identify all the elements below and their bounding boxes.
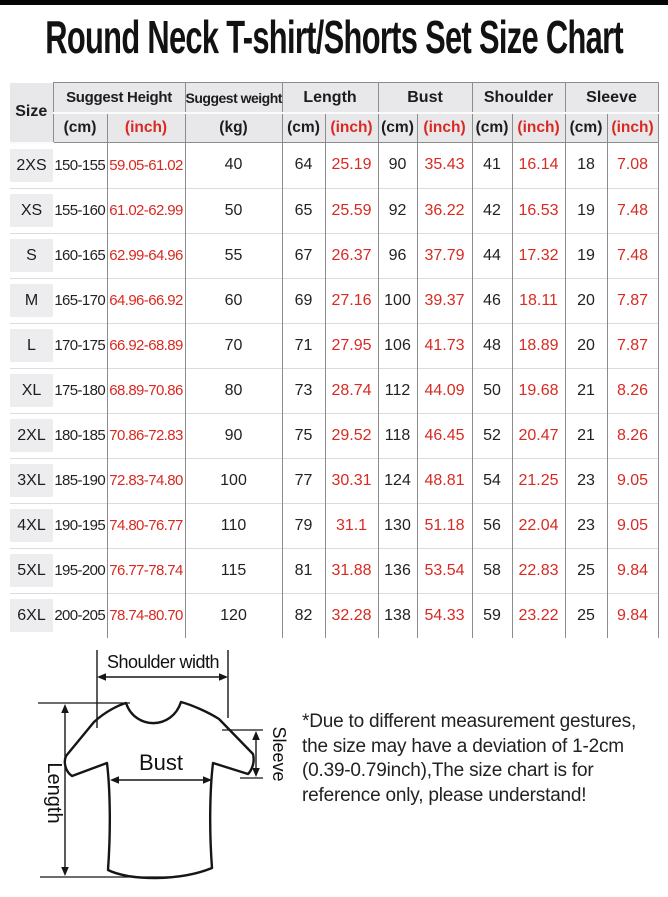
size-label: 4XL	[10, 509, 53, 542]
cell-height-inch: 70.86-72.83	[107, 413, 185, 458]
cell-sleeve-inch: 8.26	[607, 413, 658, 458]
table-header	[10, 83, 658, 143]
cell-height-cm: 185-190	[53, 458, 107, 503]
cell-sleeve-inch: 7.48	[607, 188, 658, 233]
cell-sleeve-cm: 19	[565, 188, 607, 233]
cell-height-cm: 160-165	[53, 233, 107, 278]
cell-shoulder-cm: 56	[472, 503, 512, 548]
cell-length-inch: 29.52	[325, 413, 378, 458]
header-suggest-weight: Suggest weight	[185, 83, 282, 114]
unit-sleeve-cm: (cm)	[565, 113, 607, 143]
cell-height-cm: 150-155	[54, 156, 106, 174]
cell-size	[10, 323, 53, 368]
cell-length-cm: 73	[282, 368, 325, 413]
tshirt-diagram-svg	[8, 648, 298, 892]
cell-size	[10, 413, 53, 458]
size-label: S	[10, 239, 53, 272]
cell-bust-cm: 100	[378, 278, 417, 323]
cell-bust-inch: 39.37	[417, 278, 472, 323]
cell-height-inch: 59.05-61.02	[107, 143, 185, 189]
size-label: 5XL	[10, 554, 53, 587]
cell-length-inch: 30.31	[325, 458, 378, 503]
header-sleeve: Sleeve	[565, 83, 658, 114]
cell-weight-kg: 115	[185, 548, 282, 593]
arrowhead	[97, 673, 106, 681]
cell-height-inch: 64.96-66.92	[107, 278, 185, 323]
cell-length-inch: 26.37	[325, 233, 378, 278]
arrowhead	[219, 673, 228, 681]
cell-size	[10, 368, 53, 413]
header-length: Length	[282, 83, 378, 114]
cell-shoulder-cm: 42	[472, 188, 512, 233]
cell-length-cm: 65	[282, 188, 325, 233]
cell-length-inch: 27.16	[325, 278, 378, 323]
cell-sleeve-cm: 20	[565, 323, 607, 368]
cell-bust-cm: 96	[378, 233, 417, 278]
cell-shoulder-inch: 19.68	[512, 368, 565, 413]
cell-bust-inch: 37.79	[417, 233, 472, 278]
cell-sleeve-cm: 23	[565, 503, 607, 548]
cell-bust-cm: 136	[378, 548, 417, 593]
cell-bust-cm: 106	[378, 323, 417, 368]
table-row	[10, 368, 658, 413]
header-bust: Bust	[378, 83, 472, 114]
cell-length-inch: 25.19	[325, 143, 378, 189]
cell-sleeve-cm: 19	[565, 233, 607, 278]
cell-sleeve-cm: 25	[565, 593, 607, 638]
cell-height-inch: 76.77-78.74	[107, 548, 185, 593]
length-label: Length	[43, 762, 65, 824]
cell-shoulder-cm: 50	[472, 368, 512, 413]
size-label: XL	[10, 374, 53, 407]
cell-height-inch: 74.80-76.77	[107, 503, 185, 548]
cell-height-inch: 78.74-80.70	[107, 593, 185, 638]
cell-shoulder-inch: 23.22	[512, 593, 565, 638]
cell-bust-inch: 48.81	[417, 458, 472, 503]
cell-size	[10, 548, 53, 593]
cell-shoulder-inch: 16.14	[512, 143, 565, 189]
cell-shoulder-inch: 16.53	[512, 188, 565, 233]
size-label: L	[10, 329, 53, 362]
unit-height-cm: (cm)	[53, 113, 107, 143]
cell-length-cm: 64	[282, 143, 325, 189]
cell-bust-inch: 51.18	[417, 503, 472, 548]
cell-weight-kg: 120	[185, 593, 282, 638]
cell-length-inch: 31.88	[325, 548, 378, 593]
header-suggest-height: Suggest Height	[53, 83, 185, 114]
cell-weight-kg: 40	[185, 143, 282, 189]
table-row	[10, 548, 658, 593]
cell-bust-cm: 138	[378, 593, 417, 638]
unit-shoulder-inch: (inch)	[512, 113, 565, 143]
cell-sleeve-cm: 20	[565, 278, 607, 323]
header-group-row	[10, 83, 658, 114]
table-row	[10, 188, 658, 233]
cell-bust-inch: 46.45	[417, 413, 472, 458]
cell-size	[10, 593, 53, 638]
size-label: M	[10, 284, 53, 317]
table-row	[10, 503, 658, 548]
tshirt-outline	[65, 702, 254, 878]
cell-weight-kg: 60	[185, 278, 282, 323]
cell-bust-inch: 41.73	[417, 323, 472, 368]
size-label: 3XL	[10, 464, 53, 497]
arrowhead	[110, 776, 119, 784]
cell-size	[10, 233, 53, 278]
cell-shoulder-cm: 46	[472, 278, 512, 323]
cell-weight-kg: 90	[185, 413, 282, 458]
page-title	[0, 8, 668, 66]
cell-sleeve-inch: 9.05	[607, 458, 658, 503]
unit-length-cm: (cm)	[282, 113, 325, 143]
cell-shoulder-cm: 44	[472, 233, 512, 278]
cell-height-cm: 180-185	[53, 413, 107, 458]
header-unit-row	[10, 113, 658, 143]
cell-shoulder-inch: 18.11	[512, 278, 565, 323]
cell-shoulder-cm: 52	[472, 413, 512, 458]
cell-height-inch: 61.02-62.99	[107, 188, 185, 233]
cell-sleeve-inch: 9.05	[607, 503, 658, 548]
table-row	[10, 413, 658, 458]
cell-shoulder-cm: 41	[472, 143, 512, 189]
size-label: 2XS	[10, 149, 53, 182]
cell-length-cm: 67	[282, 233, 325, 278]
unit-sleeve-inch: (inch)	[607, 113, 658, 143]
cell-height-cm: 165-170	[53, 278, 107, 323]
table-row	[10, 143, 658, 189]
cell-sleeve-cm: 23	[565, 458, 607, 503]
table-row	[10, 278, 658, 323]
cell-shoulder-cm: 48	[472, 323, 512, 368]
cell-height-inch: 72.83-74.80	[107, 458, 185, 503]
table-row	[10, 323, 658, 368]
cell-size	[10, 188, 53, 233]
cell-bust-cm: 112	[378, 368, 417, 413]
measurement-note: *Due to different measurement gestures, the size may have a deviation of 1-2cm (0.39-0.79inch),The size chart is for reference only, please understand!	[302, 711, 637, 806]
cell-shoulder-cm: 58	[472, 548, 512, 593]
cell-sleeve-inch: 9.84	[607, 593, 658, 638]
page-title-text: Round Neck T-shirt/Shorts Set Size Chart	[45, 11, 623, 63]
cell-shoulder-inch: 20.47	[512, 413, 565, 458]
cell-length-cm: 69	[282, 278, 325, 323]
table-row	[10, 458, 658, 503]
arrowhead	[252, 768, 260, 777]
cell-bust-cm: 90	[378, 143, 417, 189]
size-label: 6XL	[10, 599, 53, 632]
cell-shoulder-inch: 18.89	[512, 323, 565, 368]
sleeve-label: Sleeve	[269, 726, 289, 782]
bust-label: Bust	[138, 750, 184, 775]
cell-size	[10, 143, 53, 189]
unit-bust-cm: (cm)	[378, 113, 417, 143]
cell-height-cm: 175-180	[53, 368, 107, 413]
cell-weight-kg: 100	[185, 458, 282, 503]
cell-bust-inch: 36.22	[417, 188, 472, 233]
table-row	[10, 233, 658, 278]
cell-sleeve-cm: 21	[565, 413, 607, 458]
cell-bust-cm: 130	[378, 503, 417, 548]
cell-size	[10, 503, 53, 548]
cell-shoulder-inch: 17.32	[512, 233, 565, 278]
cell-length-cm: 79	[282, 503, 325, 548]
cell-shoulder-inch: 22.83	[512, 548, 565, 593]
top-crop-bar	[0, 0, 668, 5]
cell-height-cm: 200-205	[53, 593, 107, 638]
arrowhead	[61, 867, 69, 876]
cell-weight-kg: 80	[185, 368, 282, 413]
cell-bust-cm: 124	[378, 458, 417, 503]
cell-sleeve-inch: 8.26	[607, 368, 658, 413]
cell-weight-kg: 50	[185, 188, 282, 233]
cell-length-inch: 28.74	[325, 368, 378, 413]
cell-bust-inch: 54.33	[417, 593, 472, 638]
cell-height-inch: 68.89-70.86	[107, 368, 185, 413]
arrowhead	[252, 731, 260, 740]
cell-length-cm: 82	[282, 593, 325, 638]
unit-height-inch: (inch)	[107, 113, 185, 143]
cell-bust-inch: 35.43	[417, 143, 472, 189]
cell-sleeve-cm: 21	[565, 368, 607, 413]
cell-height-inch: 66.92-68.89	[107, 323, 185, 368]
unit-bust-inch: (inch)	[417, 113, 472, 143]
cell-sleeve-inch: 7.48	[607, 233, 658, 278]
unit-weight-kg: (kg)	[185, 113, 282, 143]
cell-length-inch: 25.59	[325, 188, 378, 233]
unit-length-inch: (inch)	[325, 113, 378, 143]
cell-length-cm: 77	[282, 458, 325, 503]
cell-length-inch: 27.95	[325, 323, 378, 368]
cell-length-cm: 71	[282, 323, 325, 368]
cell-height-cm: 195-200	[53, 548, 107, 593]
cell-sleeve-inch: 7.87	[607, 278, 658, 323]
cell-sleeve-inch: 7.87	[607, 323, 658, 368]
header-shoulder: Shoulder	[472, 83, 565, 114]
cell-height-inch: 62.99-64.96	[107, 233, 185, 278]
cell-size	[10, 458, 53, 503]
cell-bust-cm: 118	[378, 413, 417, 458]
cell-length-inch: 32.28	[325, 593, 378, 638]
cell-shoulder-cm: 59	[472, 593, 512, 638]
cell-size	[10, 278, 53, 323]
cell-sleeve-cm: 18	[565, 143, 607, 189]
cell-weight-kg: 110	[185, 503, 282, 548]
cell-bust-inch: 44.09	[417, 368, 472, 413]
cell-weight-kg: 55	[185, 233, 282, 278]
arrowhead	[61, 704, 69, 713]
cell-length-inch: 31.1	[325, 503, 378, 548]
cell-bust-cm: 92	[378, 188, 417, 233]
cell-height-cm: 170-175	[53, 323, 107, 368]
size-table-body	[10, 143, 658, 638]
cell-height-cm: 190-195	[53, 503, 107, 548]
size-chart-table	[10, 82, 659, 638]
cell-sleeve-cm: 25	[565, 548, 607, 593]
cell-shoulder-inch: 21.25	[512, 458, 565, 503]
cell-shoulder-inch: 22.04	[512, 503, 565, 548]
table-row	[10, 593, 658, 638]
cell-sleeve-inch: 7.08	[607, 143, 658, 189]
cell-length-cm: 75	[282, 413, 325, 458]
cell-height-cm: 155-160	[53, 188, 107, 233]
shoulder-width-label: Shoulder width	[106, 652, 220, 672]
size-label: XS	[10, 194, 53, 227]
cell-shoulder-cm: 54	[472, 458, 512, 503]
size-label: 2XL	[10, 419, 53, 452]
cell-length-cm: 81	[282, 548, 325, 593]
header-size: Size	[10, 83, 53, 143]
cell-weight-kg: 70	[185, 323, 282, 368]
cell-sleeve-inch: 9.84	[607, 548, 658, 593]
unit-shoulder-cm: (cm)	[472, 113, 512, 143]
cell-bust-inch: 53.54	[417, 548, 472, 593]
tshirt-measurement-diagram	[8, 648, 298, 892]
